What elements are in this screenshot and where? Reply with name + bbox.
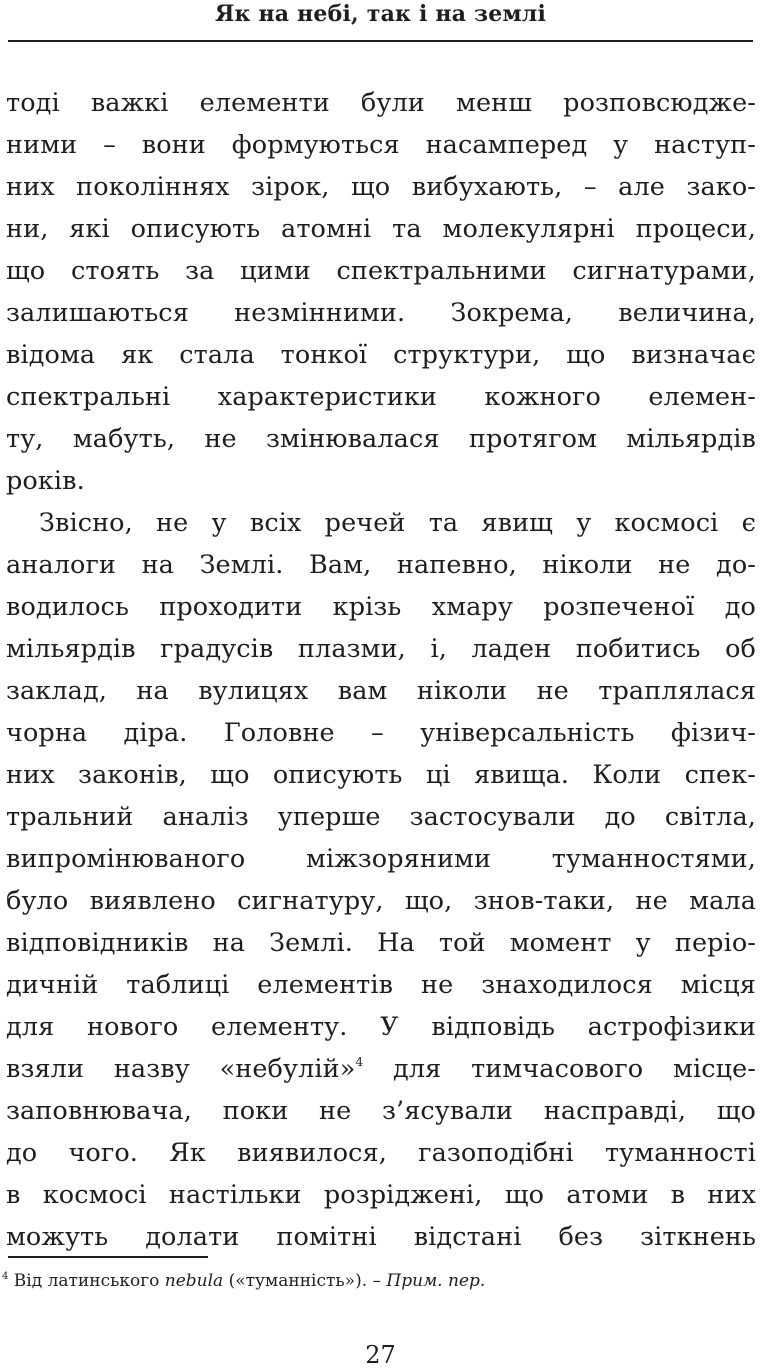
text-line: дичній таблиці елементів не знаходилося місця bbox=[6, 970, 756, 1000]
text-line: аналоги на Землі. Вам, напевно, ніколи не до- bbox=[6, 550, 756, 580]
text-line: заклад, на вулицях вам ніколи не траплялася bbox=[6, 676, 756, 706]
text-line: них законів, що описують ці явища. Коли спек- bbox=[6, 760, 756, 790]
header-rule bbox=[8, 40, 753, 42]
text-line: тоді важкі елементи були менш розповсюдже- bbox=[6, 88, 756, 118]
paragraph-first-line: Звісно, не у всіх речей та явищ у космосі є bbox=[39, 508, 756, 538]
text-line-with-footnote-ref bbox=[6, 1048, 756, 1090]
text-line: чорна діра. Головне – універсальність фізич- bbox=[6, 718, 756, 748]
footnote-rule bbox=[8, 1256, 208, 1258]
text-line: було виявлено сигнатуру, що, знов-таки, не мала bbox=[6, 886, 756, 916]
text-line: для нового елементу. У відповідь астрофізики bbox=[6, 1012, 756, 1042]
text-line: ни, які описують атомні та молекулярні процеси, bbox=[6, 214, 756, 244]
text-line: відома як стала тонкої структури, що визначає bbox=[6, 340, 756, 370]
running-head: Як на небі, так і на землі bbox=[214, 1, 547, 27]
text-line: відповідників на Землі. На той момент у періо- bbox=[6, 928, 756, 958]
footnote bbox=[2, 1270, 757, 1292]
text-line: заповнювача, поки не з’ясували насправді, що bbox=[6, 1096, 756, 1126]
text-line: в космосі настільки розріджені, що атоми в них bbox=[6, 1180, 756, 1210]
text-line: років. bbox=[6, 466, 85, 496]
translator-note: Прим. пер. bbox=[386, 1271, 486, 1291]
text-line: спектральні характеристики кожного елемен- bbox=[6, 382, 756, 412]
text-segment: взяли назву «небулій» bbox=[6, 1054, 356, 1084]
text-line: до чого. Як виявилося, газоподібні туманності bbox=[6, 1138, 756, 1168]
text-line: ними – вони формуються насамперед у наступ- bbox=[6, 130, 756, 160]
text-line: ту, мабуть, не змінювалася протягом мільярдів bbox=[6, 424, 756, 454]
text-segment: для тимчасового місце- bbox=[363, 1054, 756, 1084]
text-line: них поколіннях зірок, що вибухають, – але зако- bbox=[6, 172, 756, 202]
page-number: 27 bbox=[365, 1341, 396, 1369]
text-line: випромінюваного міжзоряними туманностями, bbox=[6, 844, 756, 874]
footnote-text: Від латинського bbox=[8, 1271, 165, 1291]
footnote-marker: 4 bbox=[2, 1271, 9, 1282]
footnote-term: nebula bbox=[164, 1271, 224, 1291]
text-line: водилось проходити крізь хмару розпеченої до bbox=[6, 592, 756, 622]
text-line: тральний аналіз уперше застосували до світла, bbox=[6, 802, 756, 832]
footnote-text: («туманність»). – bbox=[223, 1271, 387, 1291]
text-line: мільярдів градусів плазми, і, ладен побитись об bbox=[6, 634, 756, 664]
body-text bbox=[6, 82, 756, 1258]
text-line: можуть долати помітні відстані без зіткнень bbox=[6, 1222, 756, 1252]
text-line: залишаються незмінними. Зокрема, величина, bbox=[6, 298, 756, 328]
footnote-reference[interactable]: 4 bbox=[355, 1055, 364, 1069]
text-line: що стоять за цими спектральними сигнатурами, bbox=[6, 256, 756, 286]
